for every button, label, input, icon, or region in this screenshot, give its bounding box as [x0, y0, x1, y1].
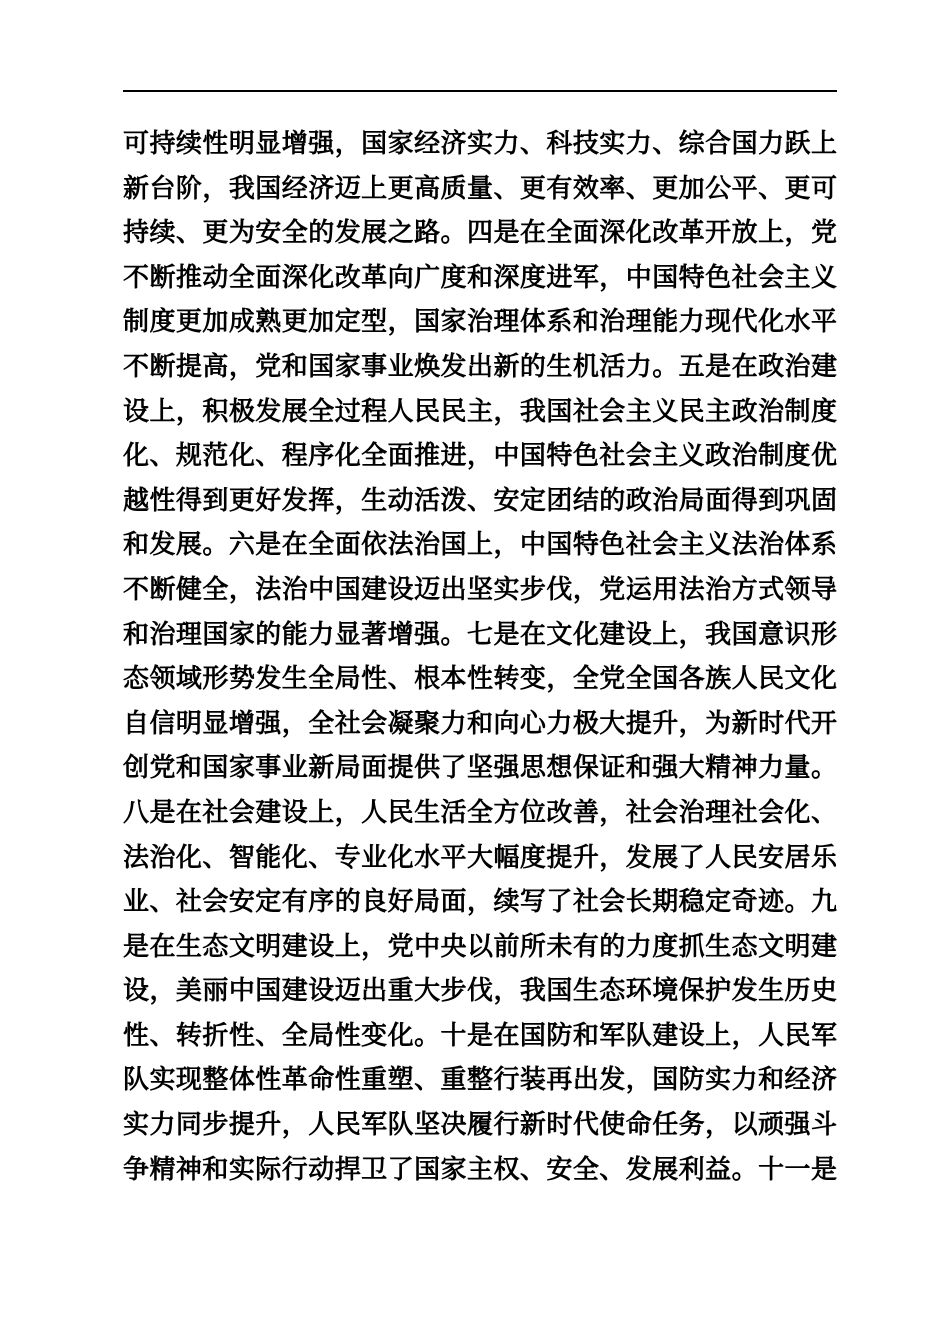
- text-line: 和发展。六是在全面依法治国上，中国特色社会主义法治体系: [123, 530, 837, 561]
- text-line: 新台阶，我国经济迈上更高质量、更有效率、更加公平、更可: [123, 173, 837, 204]
- text-line: 制度更加成熟更加定型，国家治理体系和治理能力现代化水平: [123, 307, 837, 338]
- text-line: 自信明显增强，全社会凝聚力和向心力极大提升，为新时代开: [123, 708, 837, 739]
- text-line: 创党和国家事业新局面提供了坚强思想保证和强大精神力量。: [123, 753, 837, 784]
- text-line: 可持续性明显增强，国家经济实力、科技实力、综合国力跃上: [123, 129, 837, 159]
- text-line: 越性得到更好发挥，生动活泼、安定团结的政治局面得到巩固: [123, 485, 837, 516]
- text-line: 队实现整体性革命性重塑、重整行装再出发，国防实力和经济: [123, 1065, 837, 1096]
- text-line: 不断健全，法治中国建设迈出坚实步伐，党运用法治方式领导: [123, 574, 837, 605]
- text-line: 态领域形势发生全局性、根本性转变，全党全国各族人民文化: [123, 664, 837, 695]
- text-line: 不断提高，党和国家事业焕发出新的生机活力。五是在政治建: [123, 351, 837, 382]
- text-line: 设上，积极发展全过程人民民主，我国社会主义民主政治制度: [123, 396, 837, 427]
- text-line: 性、转折性、全局性变化。十是在国防和军队建设上，人民军: [123, 1020, 837, 1051]
- text-line: 八是在社会建设上，人民生活全方位改善，社会治理社会化、: [123, 797, 837, 828]
- header-divider: [123, 90, 837, 92]
- text-line: 和治理国家的能力显著增强。七是在文化建设上，我国意识形: [123, 619, 837, 650]
- text-line: 化、规范化、程序化全面推进，中国特色社会主义政治制度优: [123, 441, 837, 472]
- text-line: 业、社会安定有序的良好局面，续写了社会长期稳定奇迹。九: [123, 887, 837, 918]
- text-line: 争精神和实际行动捍卫了国家主权、安全、发展利益。十一是: [123, 1154, 837, 1185]
- text-line: 实力同步提升，人民军队坚决履行新时代使命任务，以顽强斗: [123, 1110, 837, 1141]
- text-line: 持续、更为安全的发展之路。四是在全面深化改革开放上，党: [123, 218, 837, 249]
- text-line: 是在生态文明建设上，党中央以前所未有的力度抓生态文明建: [123, 931, 837, 962]
- document-body: [123, 122, 837, 1192]
- text-line: 法治化、智能化、专业化水平大幅度提升，发展了人民安居乐: [123, 842, 837, 873]
- text-line: 不断推动全面深化改革向广度和深度进军，中国特色社会主义: [123, 262, 837, 293]
- text-line: 设，美丽中国建设迈出重大步伐，我国生态环境保护发生历史: [123, 976, 837, 1007]
